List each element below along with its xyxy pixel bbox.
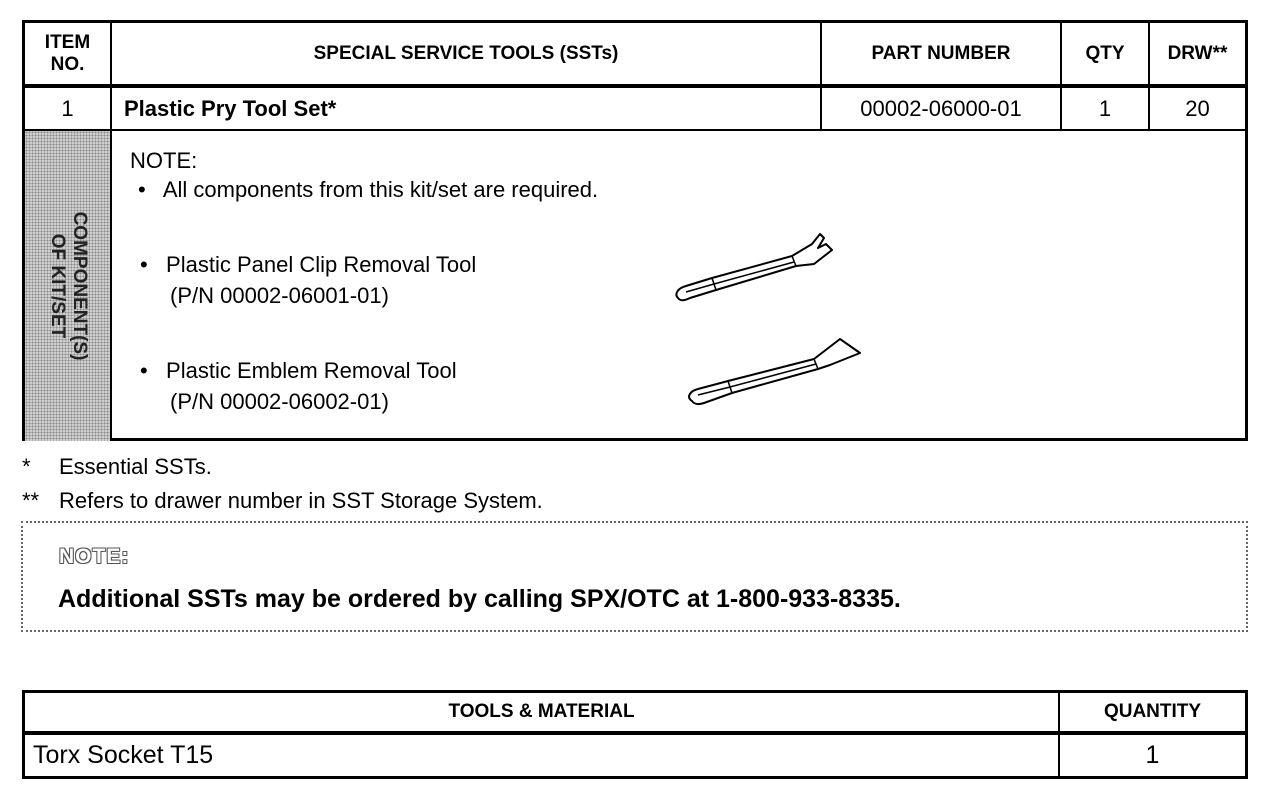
components-label-line1: COMPONENT(S) [68, 211, 90, 361]
bullet: • [140, 358, 148, 383]
components-note-label: NOTE: [130, 148, 198, 173]
footnote-drawer [22, 488, 722, 516]
components-label [25, 131, 110, 441]
note-text: Additional SSTs may be ordered by calling SPX/OTC at 1-800-933-8335. [58, 585, 901, 613]
components-note-bullet: All components from this kit/set are required. [162, 177, 599, 202]
header-item-no-line1: ITEM [44, 31, 91, 53]
row-item-no: 1 [61, 95, 74, 121]
footnote-mark: ** [22, 488, 40, 513]
row-drw: 20 [1185, 95, 1210, 121]
component-2-part: (P/N 00002-06002-01) [170, 389, 389, 414]
header-quantity: QUANTITY [1103, 701, 1202, 722]
components-body [112, 131, 1245, 441]
header-item-no [25, 23, 110, 84]
components-label-line2: OF KIT/SET [46, 233, 68, 339]
component-item [140, 252, 476, 278]
tool-row-name: Torx Socket T15 [33, 741, 214, 769]
header-qty: QTY [1085, 42, 1125, 64]
component-item [140, 358, 457, 384]
component-1-part: (P/N 00002-06001-01) [170, 283, 389, 308]
footnote-text: Essential SSTs. [59, 454, 212, 479]
footnote-mark: * [22, 454, 31, 479]
row-tool-name: Plastic Pry Tool Set* [124, 95, 337, 121]
panel-clip-tool-icon [672, 226, 842, 311]
header-tools-material: TOOLS & MATERIAL [448, 701, 635, 722]
tool-row-quantity: 1 [1145, 741, 1160, 769]
bullet: • [140, 252, 148, 277]
header-item-no-line2: NO. [50, 53, 85, 75]
component-2-name: Plastic Emblem Removal Tool [166, 358, 457, 383]
footnote-text: Refers to drawer number in SST Storage System. [59, 488, 543, 513]
note-bullet-row [138, 177, 598, 203]
footnote-essential [22, 454, 722, 482]
header-drw: DRW** [1167, 42, 1228, 64]
bullet: • [138, 177, 146, 202]
row-qty: 1 [1098, 95, 1112, 121]
sst-table [22, 20, 1248, 441]
note-title: NOTE: [59, 545, 130, 568]
header-part-number: PART NUMBER [871, 42, 1011, 64]
tools-material-table [22, 690, 1248, 779]
row-part-number: 00002-06000-01 [860, 95, 1022, 121]
header-sst: SPECIAL SERVICE TOOLS (SSTs) [313, 42, 619, 64]
emblem-tool-icon [684, 331, 874, 411]
note-box [21, 521, 1248, 632]
component-1-name: Plastic Panel Clip Removal Tool [166, 252, 477, 277]
